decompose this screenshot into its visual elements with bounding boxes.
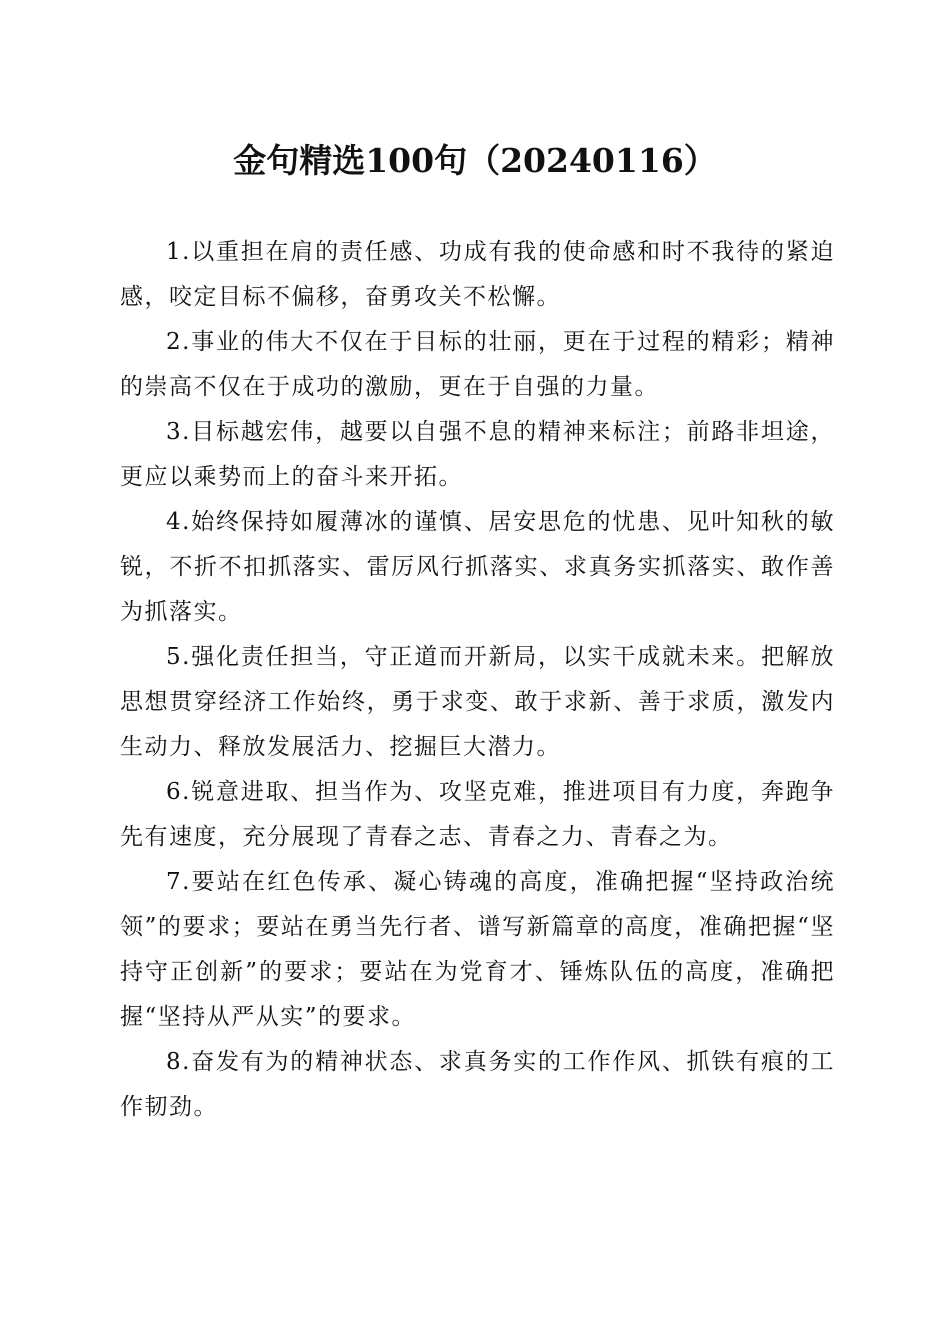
quote-paragraph-7: 7.要站在红色传承、凝心铸魂的高度，准确把握“坚持政治统领”的要求；要站在勇当先行者、谱写新篇章的高度，准确把握“坚持守正创新”的要求；要站在为党育才、锤炼队伍的高度，准确把握“坚持从严从实”的要求。 (120, 869, 835, 1030)
quote-paragraph-3: 3.目标越宏伟，越要以自强不息的精神来标注；前路非坦途，更应以乘势而上的奋斗来开拓。 (120, 419, 835, 490)
quote-paragraph-5: 5.强化责任担当，守正道而开新局，以实干成就未来。把解放思想贯穿经济工作始终，勇于求变、敢于求新、善于求质，激发内生动力、释放发展活力、挖掘巨大潜力。 (120, 644, 835, 760)
page-title: 金句精选100句（20240116） (233, 141, 717, 180)
quote-paragraph-6: 6.锐意进取、担当作为、攻坚克难，推进项目有力度，奔跑争先有速度，充分展现了青春之志、青春之力、青春之为。 (120, 779, 835, 850)
document-body (120, 230, 835, 1130)
quote-paragraph-1: 1.以重担在肩的责任感、功成有我的使命感和时不我待的紧迫感，咬定目标不偏移，奋勇攻关不松懈。 (120, 239, 835, 310)
quote-paragraph-4: 4.始终保持如履薄冰的谨慎、居安思危的忧患、见叶知秋的敏锐，不折不扣抓落实、雷厉风行抓落实、求真务实抓落实、敢作善为抓落实。 (120, 509, 835, 625)
quote-paragraph-2: 2.事业的伟大不仅在于目标的壮丽，更在于过程的精彩；精神的崇高不仅在于成功的激励，更在于自强的力量。 (120, 329, 835, 400)
quote-paragraph-8: 8.奋发有为的精神状态、求真务实的工作作风、抓铁有痕的工作韧劲。 (120, 1049, 835, 1120)
